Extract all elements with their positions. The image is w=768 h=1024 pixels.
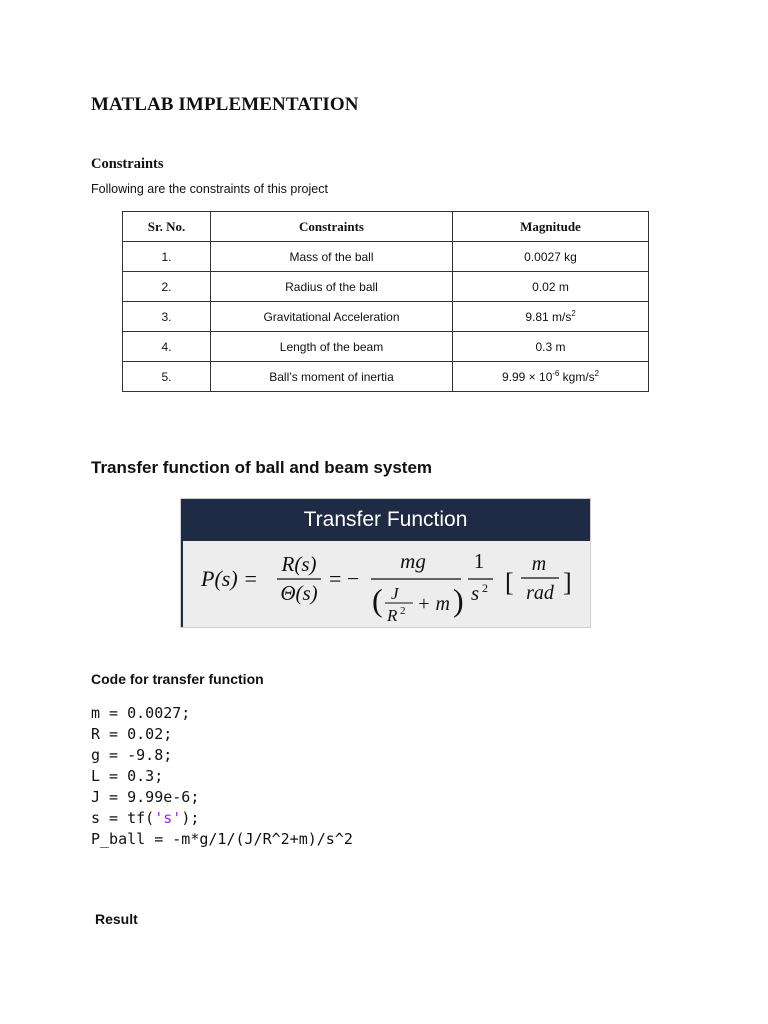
code-line: L = 0.3; xyxy=(91,767,164,785)
table-row xyxy=(123,332,649,362)
cell-sr: 2. xyxy=(123,272,211,302)
code-string-literal: 's' xyxy=(154,809,182,827)
formula-paren-close: ) xyxy=(453,582,464,618)
document-title: MATLAB IMPLEMENTATION xyxy=(91,94,359,115)
formula-r: R xyxy=(387,606,398,625)
cell-magnitude: 0.3 m xyxy=(453,332,649,362)
header-constraints: Constraints xyxy=(211,212,453,242)
header-sr-no: Sr. No. xyxy=(123,212,211,242)
magnitude-base: 9.81 m/s xyxy=(525,310,572,324)
table-row xyxy=(123,302,649,332)
header-magnitude: Magnitude xyxy=(453,212,649,242)
cell-constraint: Radius of the ball xyxy=(211,272,453,302)
magnitude-superscript: 2 xyxy=(594,369,599,378)
constraints-heading: Constraints xyxy=(91,156,164,172)
magnitude-post: kgm/s xyxy=(559,370,595,384)
formula-paren-open: ( xyxy=(372,582,383,618)
intro-text: Following are the constraints of this project xyxy=(91,182,328,196)
formula-unit-numerator: m xyxy=(531,553,547,575)
cell-magnitude xyxy=(453,302,649,332)
formula-j: J xyxy=(391,584,399,603)
cell-sr: 4. xyxy=(123,332,211,362)
cell-magnitude xyxy=(453,362,649,392)
code-line: R = 0.02; xyxy=(91,725,173,743)
formula-frac1-numerator: R(s) xyxy=(281,552,317,576)
cell-magnitude: 0.02 m xyxy=(453,272,649,302)
constraints-table xyxy=(122,211,649,392)
table-row xyxy=(123,242,649,272)
table-row xyxy=(123,272,649,302)
cell-sr: 5. xyxy=(123,362,211,392)
table-header-row xyxy=(123,212,649,242)
code-line-part: s = tf( xyxy=(91,809,155,827)
transfer-function-heading: Transfer function of ball and beam system xyxy=(91,458,433,477)
cell-magnitude: 0.0027 kg xyxy=(453,242,649,272)
formula-r-exponent: 2 xyxy=(400,605,406,617)
code-heading: Code for transfer function xyxy=(91,671,264,687)
formula-equals-negative: = − xyxy=(329,566,360,591)
cell-sr: 1. xyxy=(123,242,211,272)
cell-constraint: Length of the beam xyxy=(211,332,453,362)
formula-s-exponent: 2 xyxy=(482,581,488,595)
code-line: P_ball = -m*g/1/(J/R^2+m)/s^2 xyxy=(91,830,353,848)
transfer-function-formula xyxy=(181,541,591,628)
code-line-part: ); xyxy=(181,809,200,827)
formula-frac1-denominator: Θ(s) xyxy=(280,581,318,605)
formula-bracket-open: [ xyxy=(505,568,514,597)
formula-lhs: P(s) = xyxy=(201,566,258,591)
magnitude-exponent: -6 xyxy=(552,369,560,378)
magnitude-superscript: 2 xyxy=(571,309,576,318)
cell-sr: 3. xyxy=(123,302,211,332)
formula-frac2-numerator: mg xyxy=(400,549,426,573)
table-row xyxy=(123,362,649,392)
magnitude-pre: 9.99 × 10 xyxy=(501,370,553,384)
formula-unit-denominator: rad xyxy=(526,582,554,604)
transfer-function-image xyxy=(180,498,591,628)
code-line xyxy=(91,808,353,829)
code-block xyxy=(91,703,353,850)
code-line: g = -9.8; xyxy=(91,746,173,764)
formula-bracket-close: ] xyxy=(563,568,572,597)
code-line: J = 9.99e-6; xyxy=(91,788,200,806)
formula-s: s xyxy=(471,581,480,605)
formula-plus-m: + m xyxy=(417,593,450,615)
code-line: m = 0.0027; xyxy=(91,704,191,722)
cell-constraint: Ball’s moment of inertia xyxy=(211,362,453,392)
result-heading: Result xyxy=(95,911,138,927)
cell-constraint: Mass of the ball xyxy=(211,242,453,272)
formula-frac3-numerator: 1 xyxy=(473,549,485,573)
transfer-function-box-title: Transfer Function xyxy=(181,499,590,541)
cell-constraint: Gravitational Acceleration xyxy=(211,302,453,332)
